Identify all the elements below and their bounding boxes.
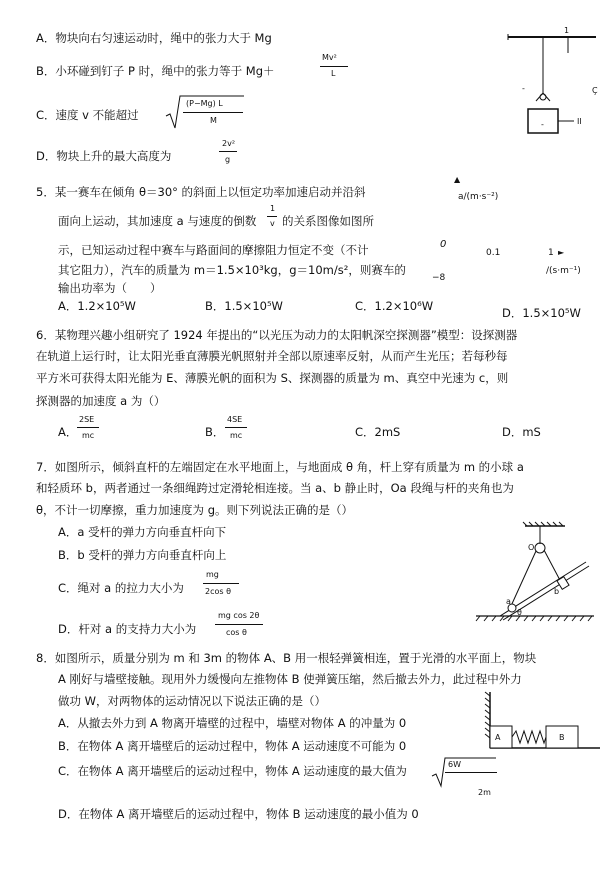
q4-option-c-fraction-bar — [183, 112, 243, 113]
q5-stem-line-2-numerator: 1 — [270, 204, 276, 213]
q7-figure-label-theta: θ — [517, 608, 522, 617]
q5-stem-line-1: 5．某一赛车在倾角 θ＝30° 的斜面上以恒定功率加速启动并沿斜 — [36, 185, 366, 199]
q4-option-d-fraction-bar — [219, 151, 237, 152]
q4-option-d-denominator: g — [225, 155, 231, 164]
q4-figure-label-box: - — [541, 120, 544, 129]
q8-option-c: C．在物体 A 离开墙壁后的运动过程中，物体 A 运动速度的最大值为 — [58, 764, 407, 778]
q7-option-c-denominator: 2cos θ — [205, 587, 231, 596]
q4-figure-label-top: 1 — [564, 26, 570, 35]
q6-option-d: D．mS — [502, 425, 541, 439]
q7-stem-line-2: 和轻质环 b，两者通过一条细绳跨过定滑轮相连接。当 a、b 静止时，Oa 段绳与杆的夹角也为 — [36, 481, 514, 495]
q7-figure — [470, 522, 600, 632]
q8-option-c-fraction-bar — [445, 772, 497, 773]
q5-option-c: C．1.2×10⁶W — [355, 299, 434, 313]
q4-option-b-numerator: Mv² — [322, 53, 337, 62]
q5-stem-line-2-fraction-bar — [267, 216, 277, 217]
q5-stem-line-2-denominator: v — [270, 219, 275, 228]
q7-figure-label-a: a — [506, 597, 511, 606]
q5-graph-x-arrow-icon: ► — [558, 248, 565, 257]
q4-option-c-numerator: (P−Mg) L — [186, 99, 223, 108]
q8-option-b: B．在物体 A 离开墙壁后的运动过程中，物体 A 运动速度不可能为 0 — [58, 739, 407, 753]
q7-stem-line-1: 7．如图所示，倾斜直杆的左端固定在水平地面上，与地面成 θ 角，杆上穿有质量为 m 的小球 a — [36, 460, 524, 474]
q6-stem-line-3: 平方米可获得太阳光能为 E、薄膜光帆的面积为 S、探测器的质量为 m、真空中光速为 c，则 — [36, 371, 509, 385]
q5-graph-y-arrow-icon: ▲ — [454, 175, 461, 184]
q4-option-c: C．速度 v 不能超过 — [36, 108, 139, 122]
q6-option-b-denominator: mc — [230, 431, 243, 440]
q6-option-a-fraction-bar — [77, 427, 99, 428]
q5-stem-line-2b: 的关系图像如图所 — [282, 214, 374, 228]
q6-option-b-numerator: 4SE — [227, 415, 243, 424]
q6-stem-line-1: 6．某物理兴趣小组研究了 1924 年提出的“以光压为动力的太阳帆深空探测器”模型：设探测器 — [36, 328, 518, 342]
q4-option-b: B．小环碰到钉子 P 时，绳中的张力等于 Mg＋ — [36, 64, 275, 78]
q7-option-c-fraction-bar — [203, 583, 239, 584]
q5-option-b: B．1.5×10⁵W — [205, 299, 283, 313]
q4-figure — [500, 25, 600, 145]
q4-option-a: A．物块向右匀速运动时，绳中的张力大于 Mg — [36, 31, 272, 45]
q8-option-c-numerator: 6W — [448, 760, 461, 769]
q5-graph-y-neg: −8 — [432, 273, 446, 283]
q8-option-c-denominator: 2m — [478, 788, 491, 797]
q7-figure-label-b: b — [554, 587, 560, 596]
q8-stem-line-2: A 刚好与墙壁接触。现用外力缓慢向左推物体 B 使弹簧压缩，然后撤去外力，此过程中外力 — [58, 672, 522, 686]
q5-stem-line-4: 其它阻力），汽车的质量为 m＝1.5×10³kg，g＝10m/s²，则赛车的 — [58, 263, 406, 277]
q7-figure-label-o: O — [528, 543, 535, 552]
q5-option-a: A．1.2×10⁵W — [58, 299, 136, 313]
q6-option-a: A． — [58, 425, 78, 439]
q7-option-d-numerator: mg cos 2θ — [218, 611, 260, 620]
q7-option-b: B．b 受杆的弹力方向垂直杆向上 — [58, 548, 227, 562]
q7-stem-line-3: θ，不计一切摩擦，重力加速度为 g。则下列说法正确的是（） — [36, 503, 353, 517]
q4-option-b-denominator: L — [331, 69, 336, 78]
q5-graph-y-label: a/(m·s⁻²) — [458, 192, 499, 202]
q6-option-b-fraction-bar — [225, 427, 247, 428]
q7-option-d-fraction-bar — [215, 624, 263, 625]
q4-option-d-numerator: 2v² — [222, 139, 236, 148]
q6-option-a-denominator: mc — [82, 431, 95, 440]
q4-figure-label-left: - — [522, 84, 525, 93]
q8-option-a: A．从撤去外力到 A 物离开墙壁的过程中，墙壁对物体 A 的冲量为 0 — [58, 716, 407, 730]
q5-stem-line-2a: 面向上运动，其加速度 a 与速度的倒数 — [58, 214, 257, 228]
q5-graph-origin: 0 — [440, 239, 447, 250]
q4-option-b-fraction-bar — [320, 66, 348, 67]
q8-figure-label-b: B — [559, 733, 565, 742]
q7-option-c: C．绳对 a 的拉力大小为 — [58, 581, 184, 595]
q8-stem-line-1: 8．如图所示，质量分别为 m 和 3m 的物体 A、B 用一根轻弹簧相连，置于光滑的水平面上，物块 — [36, 651, 537, 665]
q8-stem-line-3: 做功 W，对两物体的运动情况以下说法正确的是（） — [58, 694, 327, 708]
q4-figure-label-right: Ç — [592, 86, 598, 95]
q6-stem-line-2: 在轨道上运行时，让太阳光垂直薄膜光帆照射并全部以原速率反射，从而产生光压；若每秒每 — [36, 349, 508, 363]
q7-option-a: A．a 受杆的弹力方向垂直杆向下 — [58, 525, 227, 539]
q5-graph-x-one: 1 — [548, 248, 554, 258]
q8-figure — [478, 692, 603, 752]
q4-option-c-denominator: M — [210, 116, 217, 125]
q5-graph-x-label: /(s·m⁻¹) — [546, 266, 581, 276]
q5-stem-line-5: 输出功率为（ ） — [58, 281, 162, 295]
q8-figure-label-a: A — [495, 733, 501, 742]
q5-graph-x-tick: 0.1 — [486, 248, 501, 258]
q5-option-d: D．1.5×10⁵W — [502, 306, 581, 320]
q8-option-d: D．在物体 A 离开墙壁后的运动过程中，物体 B 运动速度的最小值为 0 — [58, 807, 419, 821]
q7-option-c-numerator: mg — [206, 570, 219, 579]
q6-option-c: C．2mS — [355, 425, 401, 439]
q4-figure-label-arrow: II — [577, 117, 582, 126]
q6-option-a-numerator: 2SE — [79, 415, 95, 424]
q4-option-d: D．物块上升的最大高度为 — [36, 149, 172, 163]
q5-stem-line-3: 示，已知运动过程中赛车与路面间的摩擦阻力恒定不变（不计 — [58, 243, 369, 257]
q6-stem-line-4: 探测器的加速度 a 为（） — [36, 394, 166, 408]
q7-option-d: D．杆对 a 的支持力大小为 — [58, 622, 197, 636]
q7-option-d-denominator: cos θ — [226, 628, 247, 637]
q6-option-b: B． — [205, 425, 225, 439]
